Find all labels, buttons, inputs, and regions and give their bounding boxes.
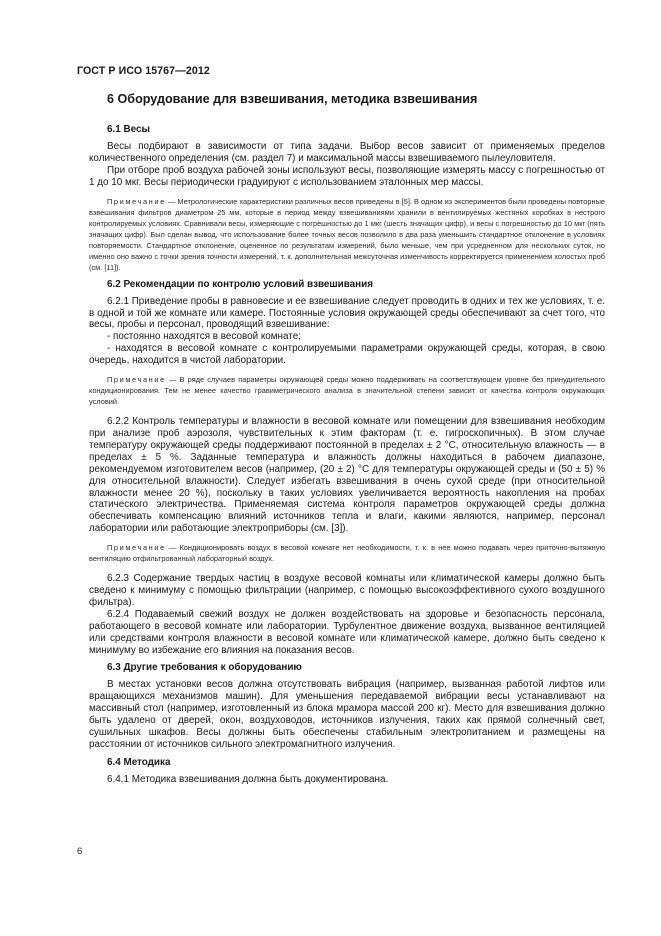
note [89, 374, 605, 407]
list-item: - находятся в весовой комнате с контролируемыми параметрами окружающей среды, которая, в свою очередь, находится в чистой лаборатории. [89, 343, 605, 367]
paragraph: 6.4.1 Методика взвешивания должна быть документирована. [107, 773, 389, 785]
note-text: — Метрологические характеристики различных весов приведены в [5]. В одном из экспериментов были проведены повторные взвешивания фильтров диаметром 25 мм, которые в период между взвешиваниями хранили в вентилируемых жестяных коробках в нестрого контролируемых условиях. Сравнивали весы, измеряющие с погрешностью до 1 мкг (шесть значащих цифр), и весы с погрешностью до 10 мкг (пять значащих цифр). Был сделан вывод, что использование более точных весов позволило в два раза уменьшить стандартное отклонение в условиях повторяемости. Стандартное отклонение, оцененное по результатам измерений, было меньше, чем при усредненном для нескольких суток, но именно оно важно с точки зрения точности измерений, т. к. дополнительная межсуточная изменчивость корректируется применением холостых проб (см. [11]). [89, 196, 605, 272]
subsection-6-3-title: 6.3 Другие требования к оборудованию [107, 662, 302, 674]
paragraph: 6.2.4 Подаваемый свежий воздух не должен воздействовать на здоровье и безопасность персонала, работающего в весовой комнате или лаборатории. Турбулентное движение воздуха, вызванное вентиляцией или средствами контроля влажности в весовой комнате или климатической камере, должно быть сведено к минимуму во избежание его влияния на показания весов. [89, 608, 605, 656]
page-number: 6 [77, 846, 83, 857]
note-text: — В ряде случаев параметры окружающей среды можно поддерживать на соответствующем уровне без принудительного кондиционирования. Тем не менее качество гравиметрического анализа в значительной степени зависит от качества контроля окружающих условий. [89, 375, 605, 407]
subsection-6-4-title: 6.4 Методика [107, 756, 171, 768]
page-content [89, 92, 605, 786]
list-item: - постоянно находятся в весовой комнате; [107, 331, 301, 343]
standard-code-header: ГОСТ Р ИСО 15767—2012 [77, 65, 210, 77]
note [89, 542, 605, 564]
paragraph: 6.2.1 Приведение пробы в равновесие и ее взвешивание следует проводить в одних и тех же условиях, т. е. в одной и той же комнате или камере. Постоянные условия окружающей среды обеспечивают за счет того, что весы, пробы и персонал, проводящий взвешивание: [89, 295, 605, 331]
subsection-6-1-title: 6.1 Весы [107, 124, 150, 135]
note-label: Примечание [107, 196, 166, 206]
note-label: Примечание [107, 375, 166, 385]
paragraph: При отборе проб воздуха рабочей зоны используют весы, позволяющие измерять массу с погрешностью от 1 до 10 мкг. Весы периодически градуируют с использованием эталонных мер массы. [89, 164, 605, 188]
paragraph: Весы подбирают в зависимости от типа задачи. Выбор весов зависит от применяемых пределов количественного определения (см. раздел 7) и максимальной массы взвешиваемого пылеуловителя. [89, 141, 605, 164]
paragraph: 6.2.3 Содержание твердых частиц в воздухе весовой комнаты или климатической камеры должно быть сведено к минимуму с помощью фильтрации (например, с помощью высокоэффективного сухого воздушного фильтра). [89, 573, 605, 608]
note [89, 196, 605, 273]
subsection-6-2-title: 6.2 Рекомендации по контролю условий взвешивания [107, 278, 373, 290]
note-label: Примечание [107, 543, 166, 553]
paragraph: В местах установки весов должна отсутствовать вибрация (например, вызванная работой лифтов или вращающихся механизмов машин). Для уменьшения передаваемой вибрации весы устанавливают на массивный стол (например, изготовленный из блока мрамора массой 200 кг). Место для взвешивания должно быть удалено от дверей, окон, воздуховодов, источников излучения, таких как прямой солнечный свет, сушильных шкафов. Весы должны быть обеспечены стабильным электропитанием и размещены на расстоянии от источников сильного электромагнитного излучения. [89, 679, 605, 750]
paragraph: 6.2.2 Контроль температуры и влажности в весовой комнате или помещении для взвешивания необходим при анализе проб аэрозоля, чувствительных к этим факторам (т. е. гигроскопичных). В этом случае температуру окружающей среды поддерживают постоянной в пределах ± 2 °С, относительную влажность — в пределах ± 5 %. Заданные температура и влажность должны находиться в рабочем диапазоне, рекомендуемом изготовителем весов (например, (20 ± 2) °С для температуры окружающей среды и (50 ± 5) % для относительной влажности). Следует избегать взвешивания в очень сухой среде (при относительной влажности менее 20 %), поскольку в таких условиях увеличивается вероятность накопления на пробах статического электричества. Применяемая система контроля параметров окружающей среды должна обеспечивать компенсацию влияний источников тепла и влаги, какими являются, например, персонал лаборатории или работающие электроприборы (см. [3]). [89, 416, 605, 535]
note-text: — Кондиционировать воздух в весовой комнате нет необходимости, т. к. в нее можно подавать через приточно-вытяжную вентиляцию отфильтрованный лабораторный воздух. [89, 543, 605, 564]
section-title: 6 Оборудование для взвешивания, методика взвешивания [107, 92, 478, 106]
